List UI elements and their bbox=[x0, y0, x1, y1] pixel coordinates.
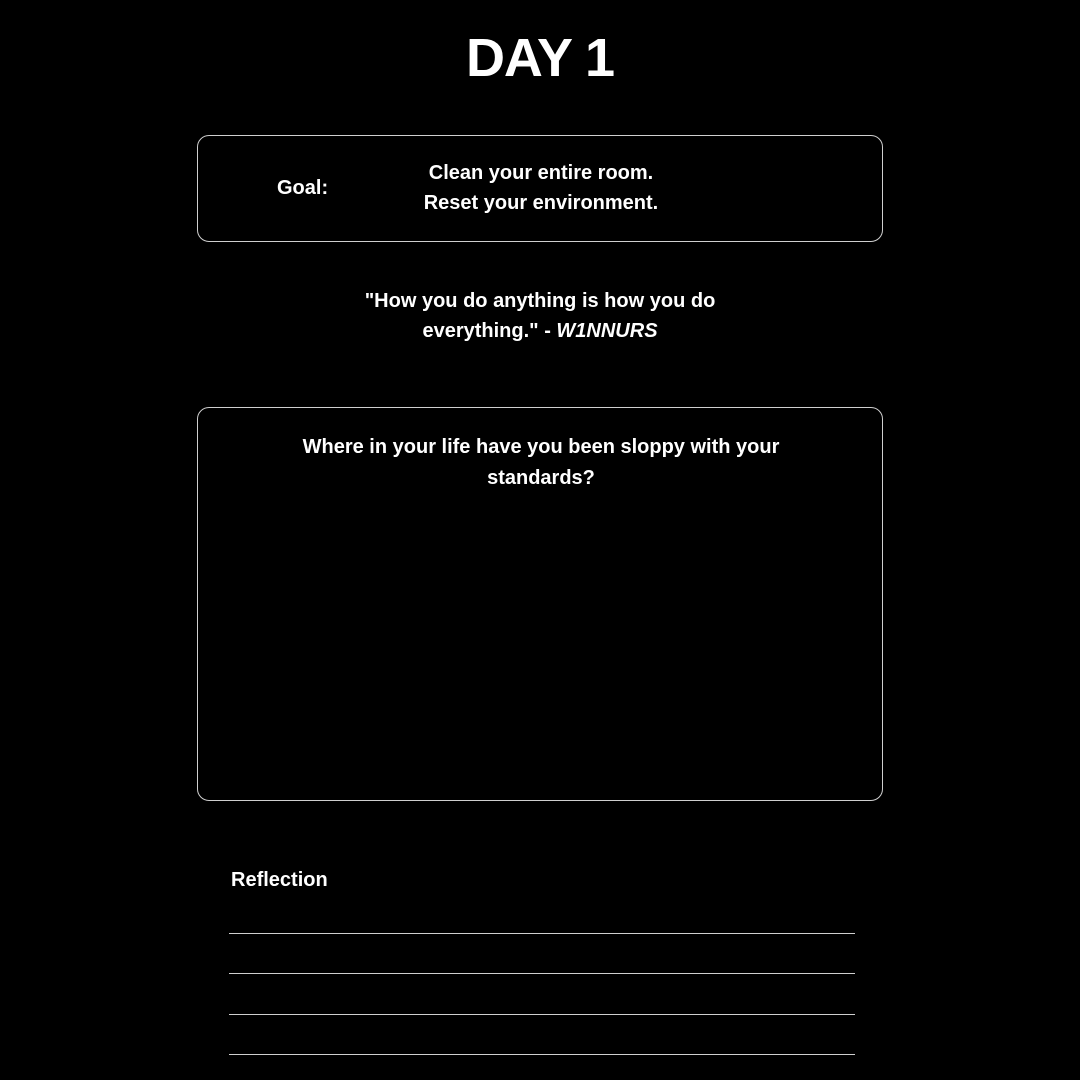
reflection-line[interactable] bbox=[229, 973, 855, 974]
reflection-line[interactable] bbox=[229, 933, 855, 934]
goal-box bbox=[197, 135, 883, 242]
journal-prompt-box[interactable] bbox=[197, 407, 883, 801]
quote-author: W1NNURS bbox=[556, 320, 658, 342]
goal-label: Goal: bbox=[277, 177, 329, 199]
goal-text bbox=[198, 158, 884, 218]
quote bbox=[340, 286, 740, 346]
quote-text: "How you do anything is how you do everything." - bbox=[364, 290, 716, 342]
goal-line-1: Clean your entire room. bbox=[428, 162, 654, 184]
goal-line-2: Reset your environment. bbox=[423, 192, 659, 214]
reflection-label: Reflection bbox=[231, 869, 328, 891]
reflection-line[interactable] bbox=[229, 1054, 855, 1055]
reflection-line[interactable] bbox=[229, 1014, 855, 1015]
page-title: DAY 1 bbox=[465, 28, 615, 88]
prompt-question: Where in your life have you been sloppy with your standards? bbox=[302, 436, 780, 489]
